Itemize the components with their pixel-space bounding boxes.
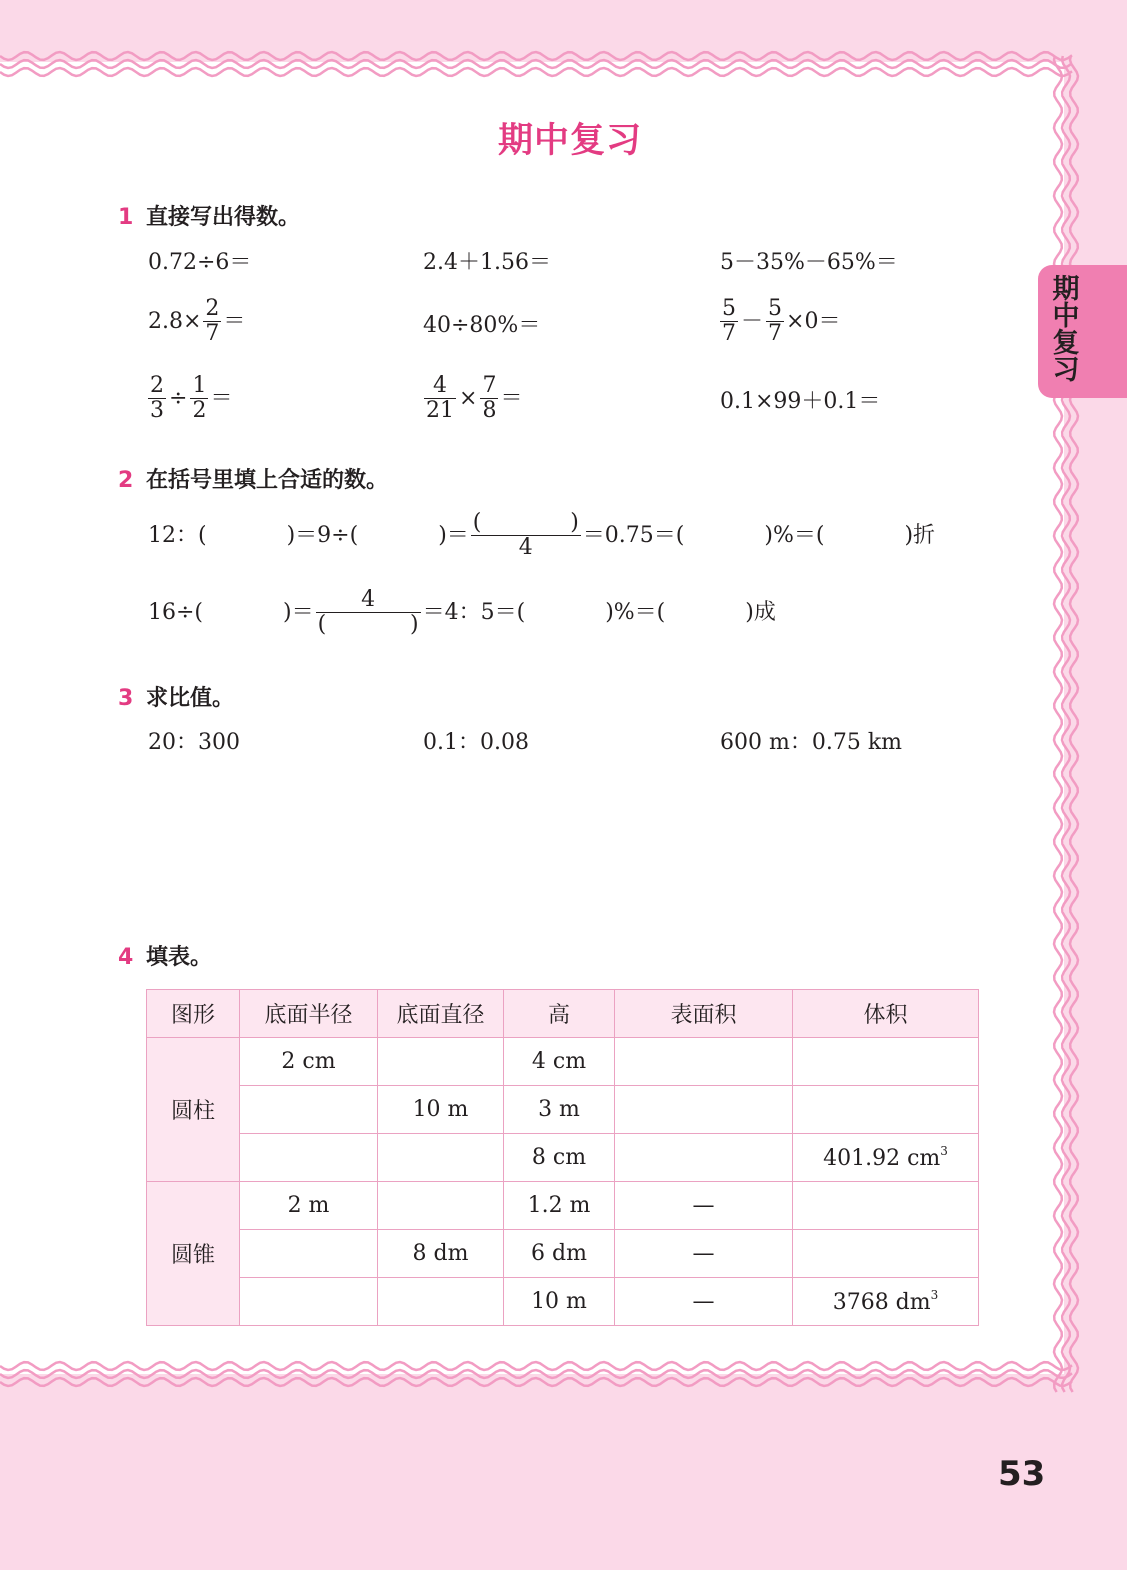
shape-cell-cylinder: 圆柱 [147, 1038, 240, 1182]
table-cell[interactable] [793, 1278, 979, 1326]
q1-expr-9: 0.1×99＋0.1＝ [720, 389, 881, 414]
operator: × [459, 385, 478, 411]
q1-expr-4 [148, 297, 245, 346]
table-header: 底面半径 [240, 990, 378, 1038]
fraction [424, 374, 456, 423]
paren-close: ) [570, 510, 579, 535]
numerator: 2 [150, 373, 164, 398]
q3-ratio-2: 0.1：0.08 [423, 730, 529, 755]
paren-close: ) [410, 612, 419, 637]
question-3-heading [118, 681, 234, 712]
side-tab-char: 习 [1052, 355, 1080, 386]
q1-expr-3: 5－35%－65%＝ [720, 250, 898, 275]
numerator: 5 [768, 296, 783, 321]
wave-line [1070, 56, 1078, 1392]
table-cell[interactable]: 2 cm [240, 1038, 378, 1086]
superscript: 3 [940, 1144, 948, 1158]
q1-expr-7 [146, 374, 232, 423]
table-cell[interactable]: 10 m [504, 1278, 615, 1326]
paren-open: ( [472, 510, 482, 535]
table-cell[interactable]: 3 m [504, 1086, 615, 1134]
question-number: 4 [118, 945, 134, 970]
expr-text: ＝ [500, 385, 523, 411]
table-row [147, 1278, 979, 1326]
denominator[interactable] [316, 613, 421, 637]
table-cell[interactable] [615, 1134, 793, 1182]
denominator: 8 [482, 398, 497, 423]
numerator: 2 [205, 296, 220, 321]
expr-text: )%＝( [764, 522, 825, 548]
q1-expr-5: 40÷80%＝ [423, 313, 541, 338]
table-cell[interactable] [378, 1278, 504, 1326]
table-cell[interactable] [793, 1134, 979, 1182]
table-header: 表面积 [615, 990, 793, 1038]
q1-expr-2: 2.4＋1.56＝ [423, 250, 551, 275]
q2-line-2 [148, 588, 776, 637]
operator: － [741, 308, 764, 334]
table-cell[interactable]: 10 m [378, 1086, 504, 1134]
expr-text: ＝0.75＝( [582, 522, 685, 548]
table-row [147, 1230, 979, 1278]
table-cell[interactable]: 2 m [240, 1182, 378, 1230]
fraction [720, 297, 738, 346]
q1-expr-6 [718, 297, 840, 346]
expr-text: ×0＝ [786, 308, 841, 334]
table-header-row [147, 990, 979, 1038]
denominator: 7 [205, 321, 220, 346]
table-cell[interactable] [240, 1230, 378, 1278]
fraction [316, 588, 421, 637]
cell-value: 401.92 cm [823, 1146, 941, 1171]
table-cell[interactable]: 4 cm [504, 1038, 615, 1086]
table-cell[interactable]: 6 dm [504, 1230, 615, 1278]
side-tab-char: 中 [1052, 301, 1080, 332]
table-cell: — [615, 1230, 793, 1278]
shape-cell-cone: 圆锥 [147, 1182, 240, 1326]
numerator: 4 [361, 587, 376, 612]
wave-line [1054, 56, 1062, 1392]
expr-text: 12：( [148, 522, 207, 548]
expr-text: )%＝( [605, 599, 666, 625]
table-cell[interactable] [240, 1278, 378, 1326]
table-cell[interactable] [240, 1086, 378, 1134]
fraction [766, 297, 784, 346]
table-cell: — [615, 1182, 793, 1230]
table-cell[interactable] [240, 1134, 378, 1182]
expr-text: )成 [745, 599, 776, 625]
q1-expr-1: 0.72÷6＝ [148, 250, 252, 275]
table-cell[interactable] [378, 1038, 504, 1086]
question-text: 直接写出得数。 [146, 205, 301, 230]
side-tab-char: 期 [1052, 274, 1080, 305]
fraction [190, 374, 208, 423]
q3-ratio-1: 20：300 [148, 730, 240, 755]
table-header: 图形 [147, 990, 240, 1038]
table-cell[interactable] [793, 1038, 979, 1086]
denominator: 4 [518, 535, 533, 560]
table-cell[interactable] [615, 1038, 793, 1086]
table-header: 高 [504, 990, 615, 1038]
table-cell[interactable] [615, 1086, 793, 1134]
question-text: 在括号里填上合适的数。 [146, 468, 389, 493]
wave-line [0, 68, 1072, 76]
expr-text: )折 [904, 522, 936, 548]
expr-text: 16÷( [148, 599, 204, 625]
expr-text: ＝ [223, 308, 246, 334]
table-cell[interactable] [793, 1086, 979, 1134]
paren-open: ( [317, 612, 327, 637]
q3-ratio-3: 600 m：0.75 km [720, 730, 903, 755]
table-row [147, 1038, 979, 1086]
numerator: 1 [192, 373, 207, 398]
table-cell[interactable] [378, 1134, 504, 1182]
question-text: 填表。 [146, 945, 213, 970]
expr-text: )＝ [283, 599, 314, 625]
expr-text: 2.8× [148, 308, 202, 334]
fraction [148, 374, 166, 423]
side-tab-label [1048, 276, 1084, 384]
cell-value: 3768 dm [832, 1290, 931, 1315]
table-row [147, 1086, 979, 1134]
table-cell[interactable]: 8 cm [504, 1134, 615, 1182]
expr-text: ＝4：5＝( [422, 599, 526, 625]
q1-expr-8 [422, 374, 522, 423]
question-number: 3 [118, 686, 134, 711]
question-4-heading [118, 940, 212, 971]
denominator: 21 [426, 398, 454, 423]
expr-text: )＝ [438, 522, 469, 548]
page-title: 期中复习 [497, 121, 642, 161]
question-number: 2 [118, 468, 134, 493]
denominator: 7 [722, 321, 736, 346]
table-cell[interactable]: 8 dm [378, 1230, 504, 1278]
side-tab-char: 复 [1052, 328, 1080, 359]
table-row [147, 1134, 979, 1182]
fraction [480, 374, 498, 423]
table-cell[interactable] [378, 1182, 504, 1230]
denominator: 2 [192, 398, 207, 423]
wave-line [0, 1378, 1072, 1386]
wave-line [1062, 56, 1070, 1392]
question-2-heading [118, 463, 388, 494]
table-cell[interactable] [793, 1182, 979, 1230]
fraction [203, 297, 221, 346]
q2-line-1 [148, 511, 935, 560]
superscript: 3 [930, 1288, 939, 1302]
denominator: 3 [150, 398, 164, 423]
question-number: 1 [118, 205, 134, 230]
table-cell: — [615, 1278, 793, 1326]
table-header: 体积 [793, 990, 979, 1038]
numerator[interactable] [471, 511, 581, 535]
page-number: 53 [998, 1454, 1046, 1494]
numerator: 7 [482, 373, 497, 398]
table-cell[interactable]: 1.2 m [504, 1182, 615, 1230]
table-cell[interactable] [793, 1230, 979, 1278]
fill-table [146, 989, 979, 1326]
table-row [147, 1182, 979, 1230]
operator: ÷ [169, 385, 188, 411]
expr-text: ＝ [210, 385, 233, 411]
question-text: 求比值。 [146, 686, 235, 711]
table-header: 底面直径 [378, 990, 504, 1038]
numerator: 4 [433, 373, 447, 398]
expr-text: )＝9÷( [286, 522, 359, 548]
fraction [471, 511, 581, 560]
denominator: 7 [768, 321, 783, 346]
numerator: 5 [722, 296, 736, 321]
question-1-heading [118, 200, 300, 231]
